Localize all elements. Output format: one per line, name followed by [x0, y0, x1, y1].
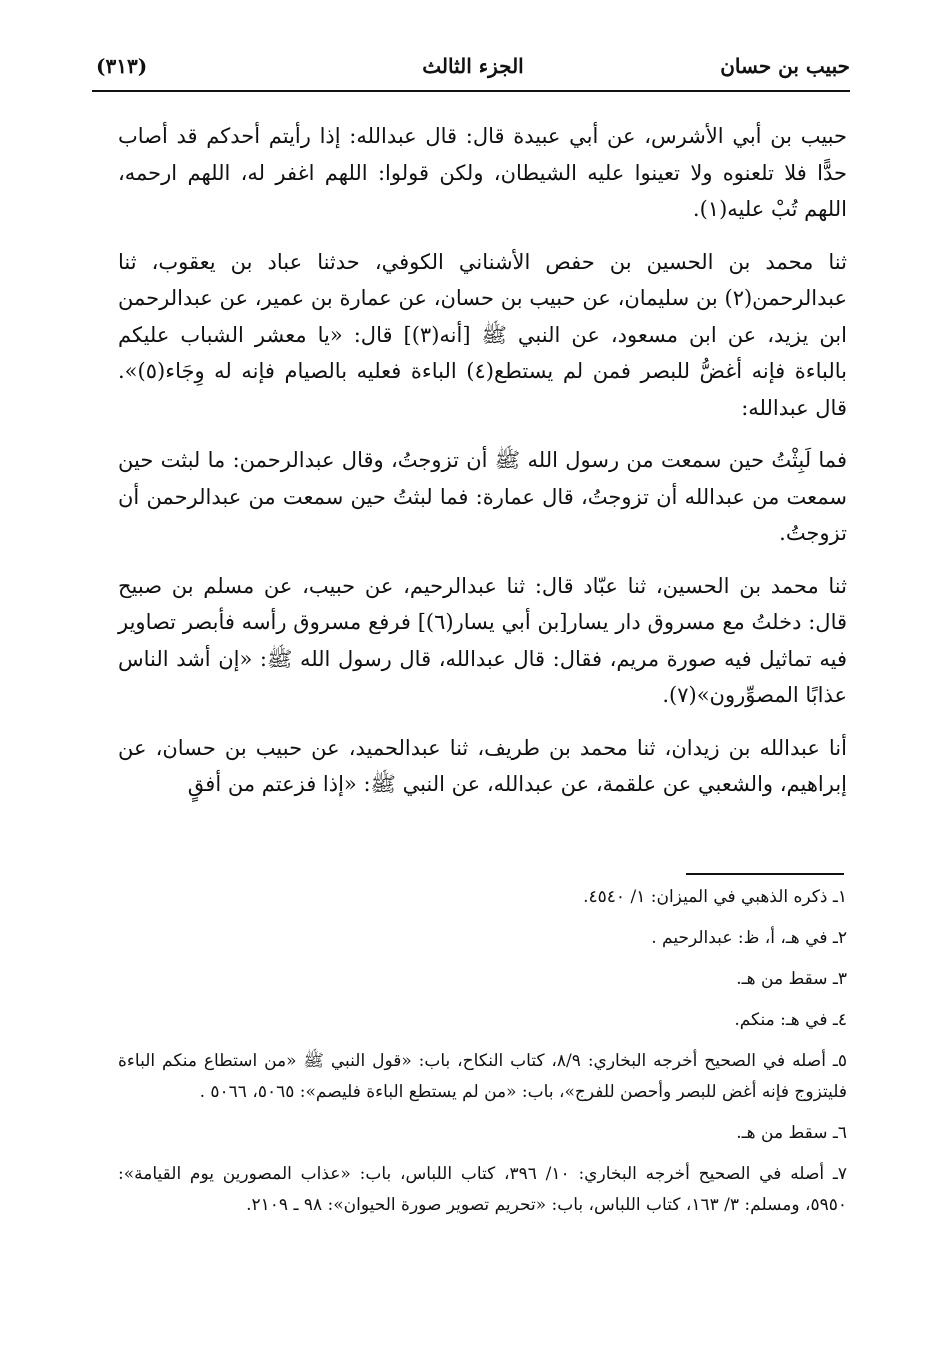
main-text	[118, 118, 847, 819]
footnote: ٢ـ في هـ، أ، ظ: عبدالرحيم .	[651, 928, 847, 948]
footnote: ٧ـ أصله في الصحيح أخرجه البخاري: ١٠/ ٣٩٦، كتاب اللباس، باب: «عذاب المصورين يوم القيامة»: ٥٩٥٠، ومسلم: ٣/ ١٦٣، كتاب اللباس، باب: «تحريم تصوير صورة الحيوان»: ٩٨ ـ ٢١٠٩.	[118, 1164, 847, 1215]
paragraph: أنا عبدالله بن زيدان، ثنا محمد بن طريف، ثنا عبدالحميد، عن حبيب بن حسان، عن إبراهيم، والشعبي عن علقمة، عن عبدالله، عن النبي ﷺ: «إذا فزعتم من أفقٍ	[118, 735, 847, 796]
volume-title: الجزء الثالث	[422, 54, 524, 78]
footnote: ١ـ ذكره الذهبي في الميزان: ١/ ٤٥٤٠.	[583, 887, 847, 907]
footnote: ٥ـ أصله في الصحيح أخرجه البخاري: ٨/٩، كتاب النكاح، باب: «قول النبي ﷺ «من استطاع منكم الباءة فليتزوج فإنه أغض للبصر وأحصن للفرج»، باب: «من لم يستطع الباءة فليصم»: ٥٠٦٥، ٥٠٦٦ .	[118, 1051, 847, 1102]
footnote: ٣ـ سقط من هـ.	[736, 969, 847, 989]
paragraph: ثنا محمد بن الحسين بن حفص الأشناني الكوفي، حدثنا عباد بن يعقوب، ثنا عبدالرحمن(٢) بن سليمان، عن حبيب بن حسان، عن عمارة بن عمير، عن عبدالرحمن ابن يزيد، عن ابن مسعود، عن النبي ﷺ [أنه(٣)] قال: «يا معشر الشباب عليكم بالباءة فإنه أغضُّ للبصر فمن لم يستطع(٤) الباءة فعليه بالصيام فإنه له وِجَاء(٥)». قال عبدالله:	[118, 249, 847, 420]
footnote: ٤ـ في هـ: منكم.	[734, 1010, 847, 1030]
footnotes	[118, 882, 847, 1231]
footnote-divider	[686, 873, 844, 875]
paragraph: حبيب بن أبي الأشرس، عن أبي عبيدة قال: قال عبدالله: إذا رأيتم أحدكم قد أصاب حدًّا فلا تلعنوه ولا تعينوا عليه الشيطان، ولكن قولوا: اللهم اغفر له، اللهم ارحمه، اللهم تُبْ عليه(١).	[118, 124, 847, 221]
header-divider	[92, 90, 850, 92]
footnote: ٦ـ سقط من هـ.	[736, 1123, 847, 1143]
page-number: (٣١٣)	[96, 54, 148, 78]
paragraph: فما لَبِثْتُ حين سمعت من رسول الله ﷺ أن تزوجتُ، وقال عبدالرحمن: ما لبثت حين سمعت من عبدالله أن تزوجتُ، قال عمارة: فما لبثتُ حين سمعت من عبدالرحمن أن تزوجتُ.	[118, 448, 847, 545]
paragraph: ثنا محمد بن الحسين، ثنا عبّاد قال: ثنا عبدالرحيم، عن حبيب، عن مسلم بن صبيح قال: دخلتُ مع مسروق دار يسار[بن أبي يسار(٦)] فرفع مسروق رأسه فأبصر تصاوير فيه تماثيل فيه صورة مريم، فقال: قال عبدالله، قال رسول الله ﷺ: «إن أشد الناس عذابًا المصوِّرون»(٧).	[118, 573, 848, 707]
running-title: حبيب بن حسان	[720, 54, 850, 78]
page-header	[96, 52, 850, 92]
